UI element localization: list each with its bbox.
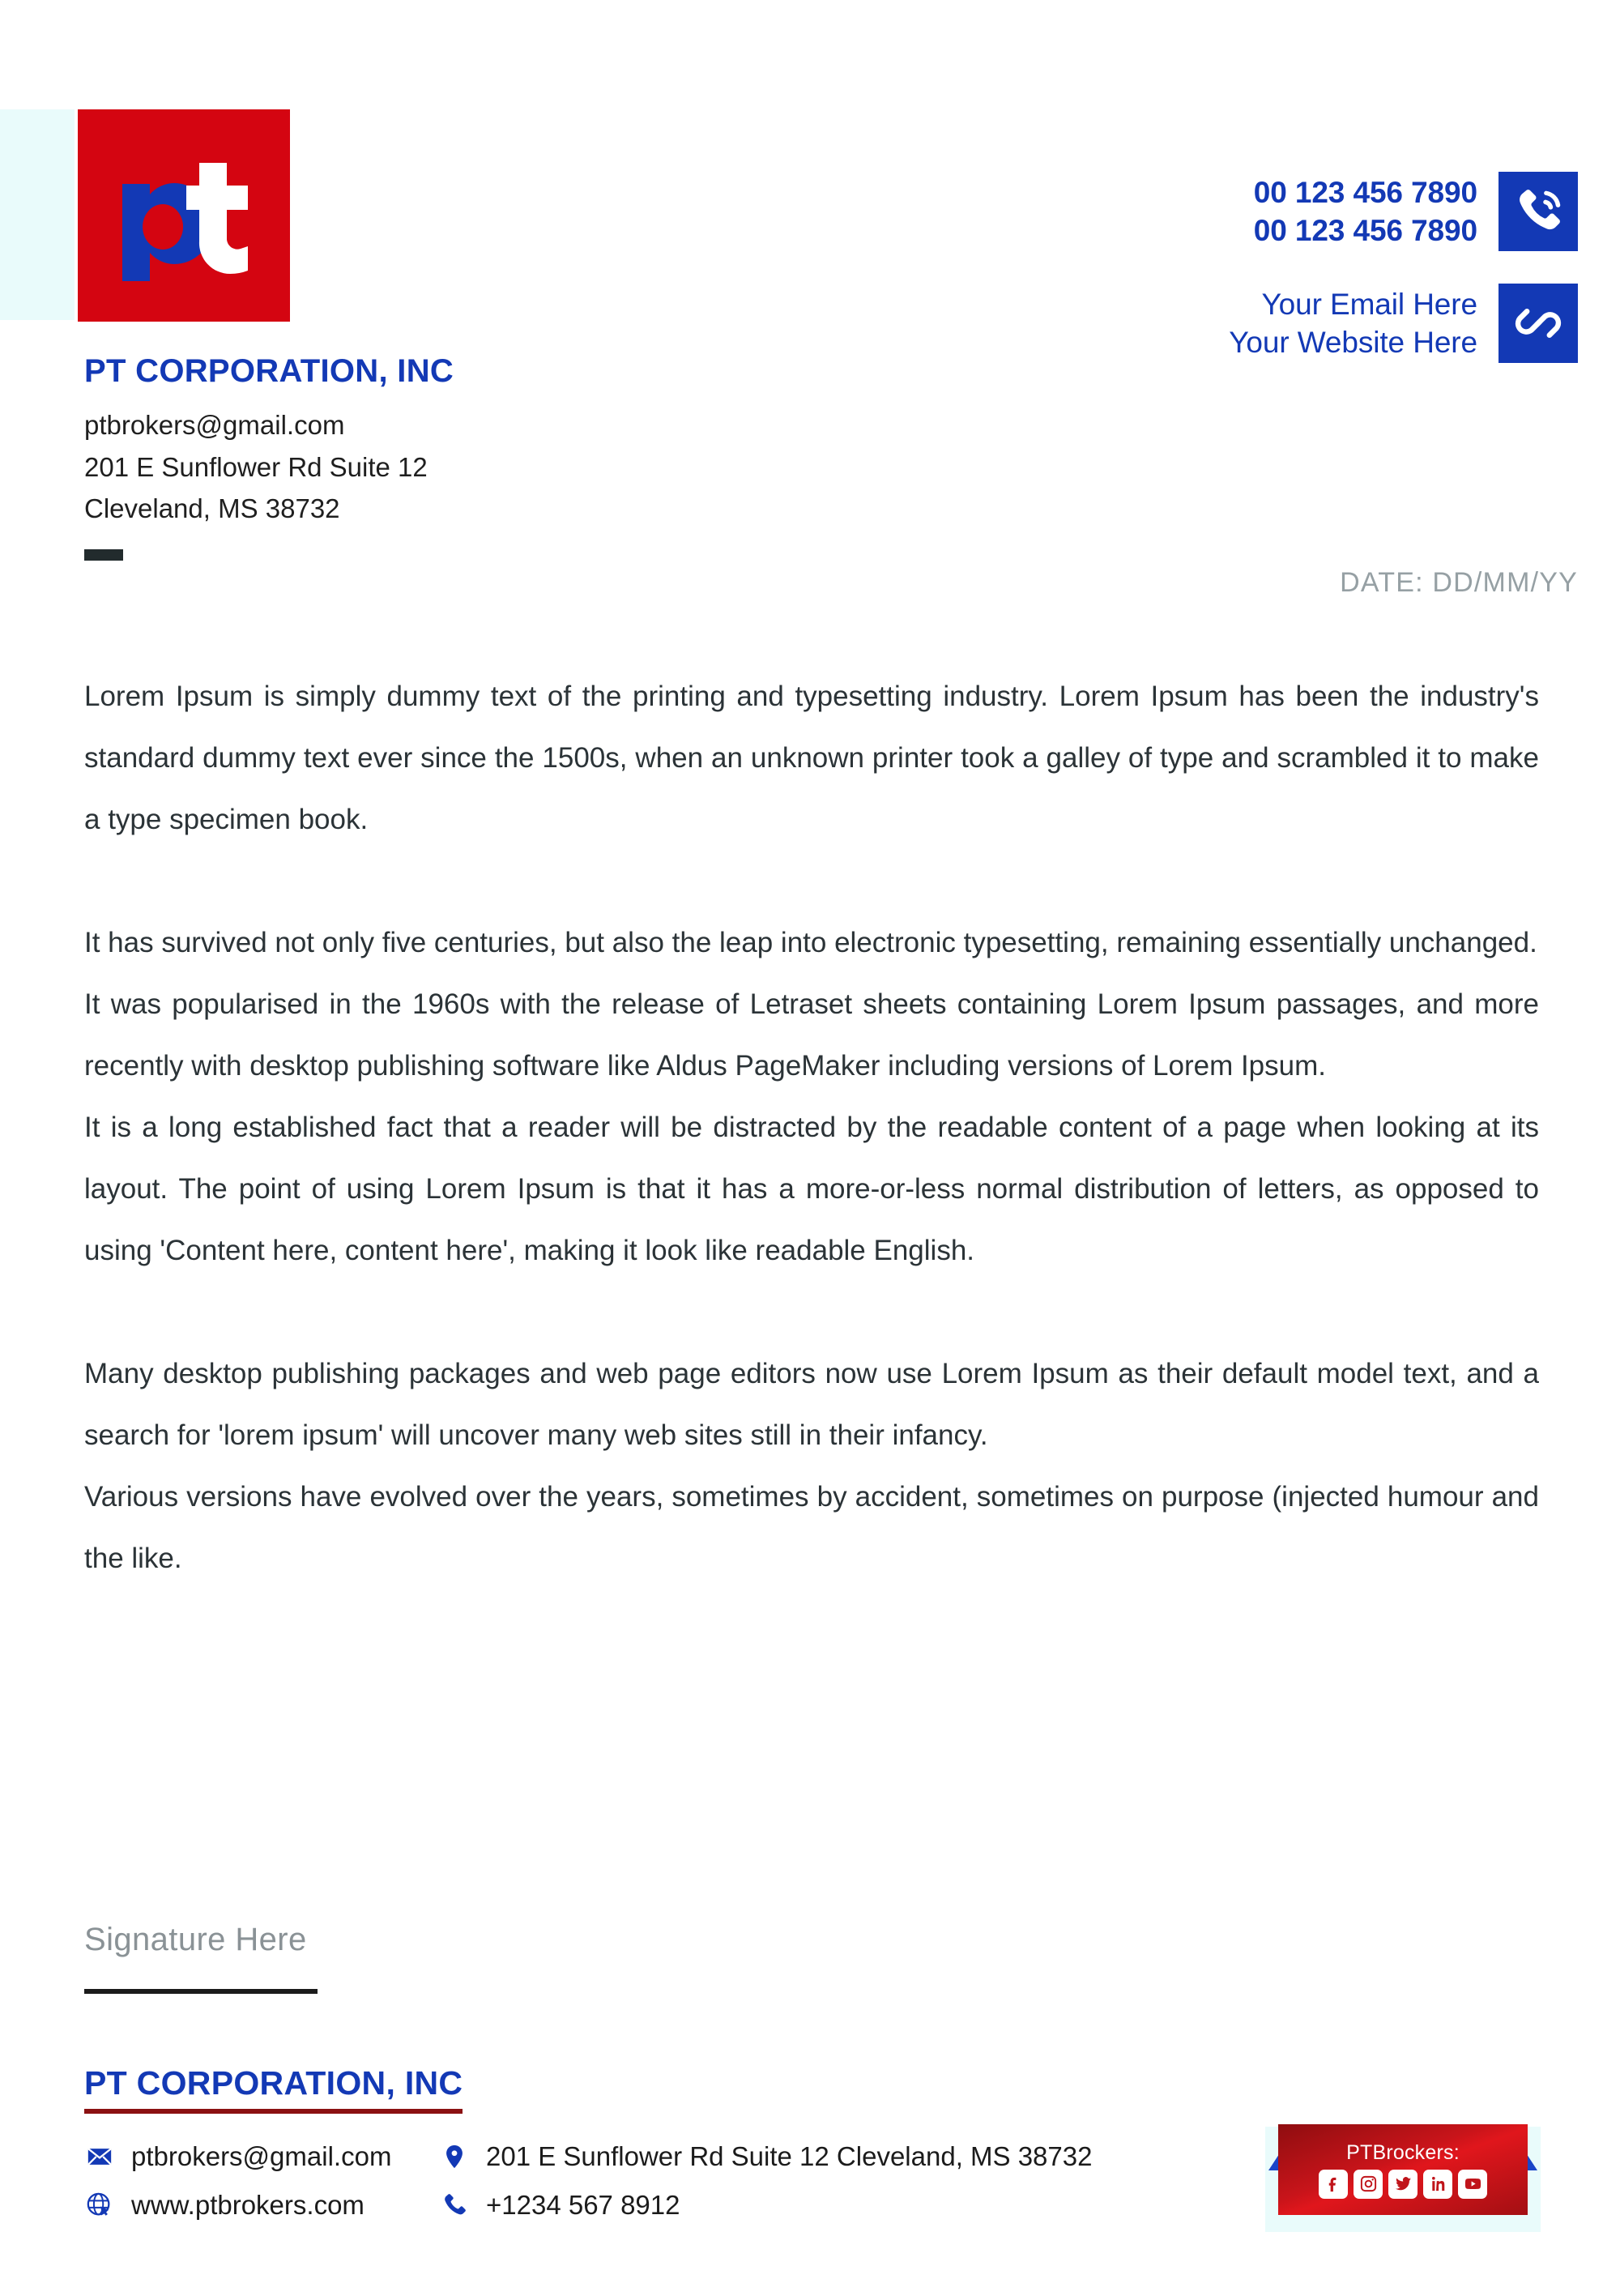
body-paragraph: Many desktop publishing packages and web page editors now use Lorem Ipsum as their default model text, and a search for 'lorem ipsum' will uncover many web sites still in their infancy. — [84, 1358, 1539, 1451]
header-phone-1: 00 123 456 7890 — [1253, 175, 1477, 209]
body-paragraph: It is a long established fact that a reader will be distracted by the readable content of a page when looking at its layout. The point of using Lorem Ipsum is that it has a more-or-less normal distribution of letters, as opposed to using 'Content here, content here', making it look like readable English. — [84, 1112, 1539, 1266]
link-icon — [1498, 284, 1578, 363]
header-phone-lines — [1254, 173, 1477, 250]
header-cyan-accent — [0, 109, 75, 320]
header-contact-block — [1229, 172, 1578, 363]
footer-block — [84, 2064, 1218, 2221]
facebook-icon[interactable] — [1319, 2170, 1348, 2199]
sender-divider-bar — [84, 549, 123, 561]
sender-city-state-zip: Cleveland, MS 38732 — [84, 493, 340, 524]
header-phone-row — [1254, 172, 1578, 251]
sender-company-name: PT CORPORATION, INC — [84, 353, 454, 389]
paragraph-spacer — [84, 1282, 1539, 1343]
body-paragraph: Various versions have evolved over the years, sometimes by accident, sometimes on purpose (injected humour and the like. — [84, 1481, 1539, 1574]
social-media-badge — [1265, 2104, 1541, 2234]
phone-handset-icon — [439, 2190, 470, 2221]
envelope-icon — [84, 2141, 115, 2172]
footer-phone-item[interactable] — [439, 2190, 1218, 2221]
signature-rule — [84, 1989, 318, 1994]
paragraph-spacer — [84, 851, 1539, 912]
map-pin-icon — [439, 2141, 470, 2172]
signature-block — [84, 1922, 318, 1994]
letter-body — [84, 666, 1539, 1590]
footer-website-text: www.ptbrokers.com — [131, 2190, 364, 2220]
social-icon-row — [1319, 2170, 1487, 2199]
header-web-lines — [1229, 285, 1477, 362]
header-phone-2: 00 123 456 7890 — [1253, 214, 1477, 247]
signature-label: Signature Here — [84, 1922, 307, 1957]
social-panel — [1278, 2124, 1528, 2215]
header-email-placeholder: Your Email Here — [1261, 287, 1477, 321]
phone-icon — [1498, 172, 1578, 251]
instagram-icon[interactable] — [1354, 2170, 1383, 2199]
footer-address-text: 201 E Sunflower Rd Suite 12 Cleveland, MS 38732 — [486, 2141, 1093, 2171]
footer-website-item[interactable] — [84, 2190, 424, 2221]
sender-address-block — [84, 353, 813, 561]
social-handle-label: PTBrockers: — [1346, 2140, 1460, 2164]
linkedin-icon[interactable] — [1423, 2170, 1452, 2199]
footer-phone-text: +1234 567 8912 — [486, 2190, 680, 2220]
sender-street: 201 E Sunflower Rd Suite 12 — [84, 451, 428, 482]
pt-logo — [78, 109, 290, 322]
header-website-placeholder: Your Website Here — [1229, 326, 1477, 359]
globe-icon — [84, 2190, 115, 2221]
sender-email: ptbrokers@gmail.com — [84, 410, 345, 440]
body-paragraph: Lorem Ipsum is simply dummy text of the printing and typesetting industry. Lorem Ipsum has been the industry's standard dummy text ever since the 1500s, when an unknown printer took a galley of type and scrambled it to make a type specimen book. — [84, 681, 1539, 835]
footer-company-name: PT CORPORATION, INC — [84, 2064, 463, 2114]
youtube-icon[interactable] — [1458, 2170, 1487, 2199]
footer-address-item[interactable] — [439, 2141, 1218, 2172]
header-web-row — [1229, 284, 1578, 363]
footer-contact-grid — [84, 2141, 1218, 2221]
footer-email-text: ptbrokers@gmail.com — [131, 2141, 392, 2171]
body-paragraph: It was popularised in the 1960s with the release of Letraset sheets containing Lorem Ipsum passages, and more recently with desktop publishing software like Aldus PageMaker including versions of Lorem Ipsum. — [84, 988, 1539, 1082]
date-label: DATE: DD/MM/YY — [1340, 567, 1578, 598]
body-paragraph: It has survived not only five centuries, but also the leap into electronic typesetting, remaining essentially unchanged. — [84, 927, 1537, 958]
twitter-icon[interactable] — [1388, 2170, 1418, 2199]
footer-email-item[interactable] — [84, 2141, 424, 2172]
